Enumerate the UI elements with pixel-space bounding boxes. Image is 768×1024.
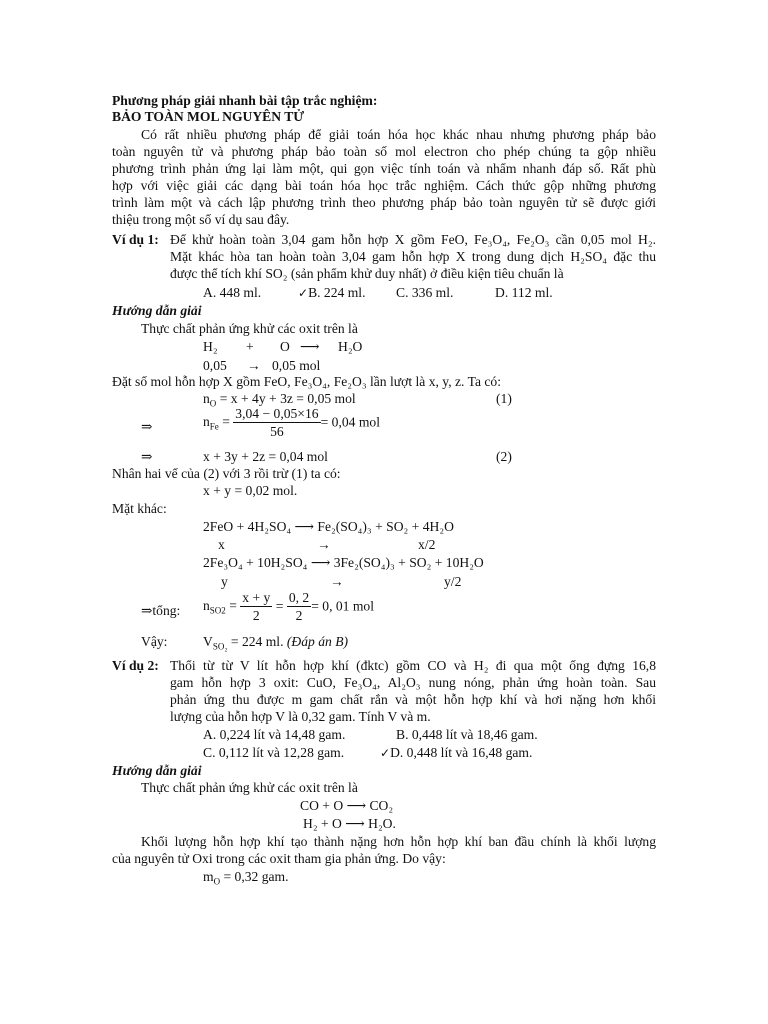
total-label: ⇒tổng: [141,603,181,618]
option-d: D. 112 ml. [495,285,553,300]
fraction: $\frac{3,04 - 0,05\times 16}{56}$ [235,406,319,439]
reaction-reactant: H₂ [203,339,218,354]
equation-nso2: $n_{SO2}$ = $\frac{x + y}{2}$ = $\frac{0, 2}{2}$ = 0, 01 mol [203,590,375,623]
mole-value: x [218,537,225,552]
mole-value: x/2 [418,537,436,552]
mole-value: 0,05 [203,358,227,373]
equation-1: $n_O = x + 4y + 3z = 0,05$ mol [203,391,356,409]
option-d: ✓D. 0,448 lít và 16,48 gam. [380,745,533,760]
document-subtitle: BẢO TOÀN MOL NGUYÊN TỬ [112,109,305,124]
equation-number: (1) [496,391,512,406]
mole-value: y [221,574,228,589]
document-title: Phương pháp giải nhanh bài tập trắc nghiệm: [112,93,378,108]
intro-line: thiệu trong một số ví dụ sau đây. [112,212,290,227]
example-2-text: Thổi từ từ V lít hỗn hợp khí (đktc) gồm CO và H₂ đi qua một ống đựng 16,8 [170,658,656,673]
intro-line: toàn nguyên tử và phương pháp bảo toàn số mol electron cho phép chúng ta gộp nhiều [112,144,656,159]
implies-symbol: ⇒ [141,419,153,434]
reaction-plus: + [246,339,254,354]
reaction-equation: 2Fe₃O₄ + 10H₂SO₄ ⟶ 3Fe₂(SO₄)₃ + SO₂ + 10H₂O [203,555,484,570]
reaction-equation: CO + O ⟶ CO₂ [300,798,394,813]
reaction-reactant: O [280,339,290,354]
equation-2: x + 3y + 2z = 0,04 mol [203,449,328,464]
reaction-equation: H₂ + O ⟶ H₂O. [303,816,396,831]
example-2-label: Ví dụ 2: [112,658,159,673]
mole-arrow: → [330,574,344,589]
option-c: C. 0,112 lít và 12,28 gam. [203,745,345,760]
fraction: $\frac{0, 2}{2}$ [288,590,310,623]
option-c: C. 336 ml. [396,285,454,300]
solution-text: Thực chất phản ứng khử các oxit trên là [141,321,358,336]
example-1-text: được thể tích khí SO₂ (sản phẩm khử duy nhất) ở điều kiện tiêu chuẩn là [170,266,564,281]
solution-text: Nhân hai vế của (2) với 3 rồi trừ (1) ta có: [112,466,341,481]
reaction-arrow: ⟶ [300,339,320,354]
implies-symbol: ⇒ [141,449,153,464]
fraction: $\frac{x + y}{2}$ [242,590,271,623]
option-b: ✓B. 224 ml. [298,285,366,300]
solution-text: x + y = 0,02 mol. [203,483,298,498]
example-2-text: gam hỗn hợp 3 oxit: CuO, Fe₃O₄, Al₂O₃ nung nóng, phản ứng hoàn toàn. Sau [170,675,656,690]
intro-line: hợp với việc giải các dạng bài toán hóa học trắc nghiệm. Cách thức gộp những phương [112,178,656,193]
conclusion-value: $m_O = 0,32$ gam. [203,869,289,887]
intro-line: Có rất nhiều phương pháp để giải toán hóa học khác nhau nhưng phương pháp bảo [141,127,656,142]
guide-heading: Hướng dẫn giải [112,303,202,318]
option-b: B. 0,448 lít và 18,46 gam. [396,727,538,742]
solution-text: của nguyên tử Oxi trong các oxit tham gia phản ứng. Do vậy: [112,851,446,866]
check-icon: ✓ [380,746,391,760]
example-1-text: Mặt khác hòa tan hoàn toàn 3,04 gam hỗn hợp X trong dung dịch H₂SO₄ đặc thu [170,249,656,264]
reaction-equation: 2FeO + 4H₂SO₄ ⟶ Fe₂(SO₄)₃ + SO₂ + 4H₂O [203,519,454,534]
check-icon: ✓ [298,286,309,300]
guide-heading: Hướng dẫn giải [112,763,202,778]
mole-arrow: → [317,537,331,552]
solution-text: Thực chất phản ứng khử các oxit trên là [141,780,358,795]
reaction-product: H₂O [338,339,363,354]
equation-number: (2) [496,449,512,464]
option-a: A. 0,224 lít và 14,48 gam. [203,727,346,742]
conclusion-value: $V_{SO_2} = 224$ ml. (Đáp án B) [203,634,349,652]
mole-arrow: → [247,358,261,373]
intro-line: trình làm một và cách lập phương trình theo phương pháp bảo toàn nguyên tử sẽ được giới [112,195,656,210]
conclusion-label: Vậy: [141,634,168,649]
example-2-text: lượng của hỗn hợp V là 0,32 gam. Tính V và m. [170,709,431,724]
example-1-label: Ví dụ 1: [112,232,159,247]
example-2-text: phản ứng thu được m gam chất rắn và một hỗn hợp khí và hơi nặng hơn khối [170,692,656,707]
solution-text: Khối lượng hỗn hợp khí tạo thành nặng hơn hỗn hợp khí ban đầu chính là khối lượng [141,834,656,849]
mole-value: y/2 [444,574,462,589]
equation-nfe: $n_{Fe}$ = $\frac{3,04 - 0,05\times 16}{56}$ = 0,04 mol [203,406,380,439]
solution-text: Mặt khác: [112,501,167,516]
mole-value: 0,05 mol [272,358,321,373]
solution-text: Đặt số mol hỗn hợp X gồm FeO, Fe₃O₄, Fe₂O₃ lần lượt là x, y, z. Ta có: [112,374,501,389]
example-1-text: Để khử hoàn toàn 3,04 gam hỗn hợp X gồm FeO, Fe₃O₄, Fe₂O₃ cần 0,05 mol H₂. [170,232,656,247]
intro-line: phương trình phản ứng lại làm một, qui gọn việc tính toán và nhẩm nhanh đáp số. Rất phù [112,161,656,176]
option-a: A. 448 ml. [203,285,262,300]
answer-label: (Đáp án B) [286,634,349,649]
